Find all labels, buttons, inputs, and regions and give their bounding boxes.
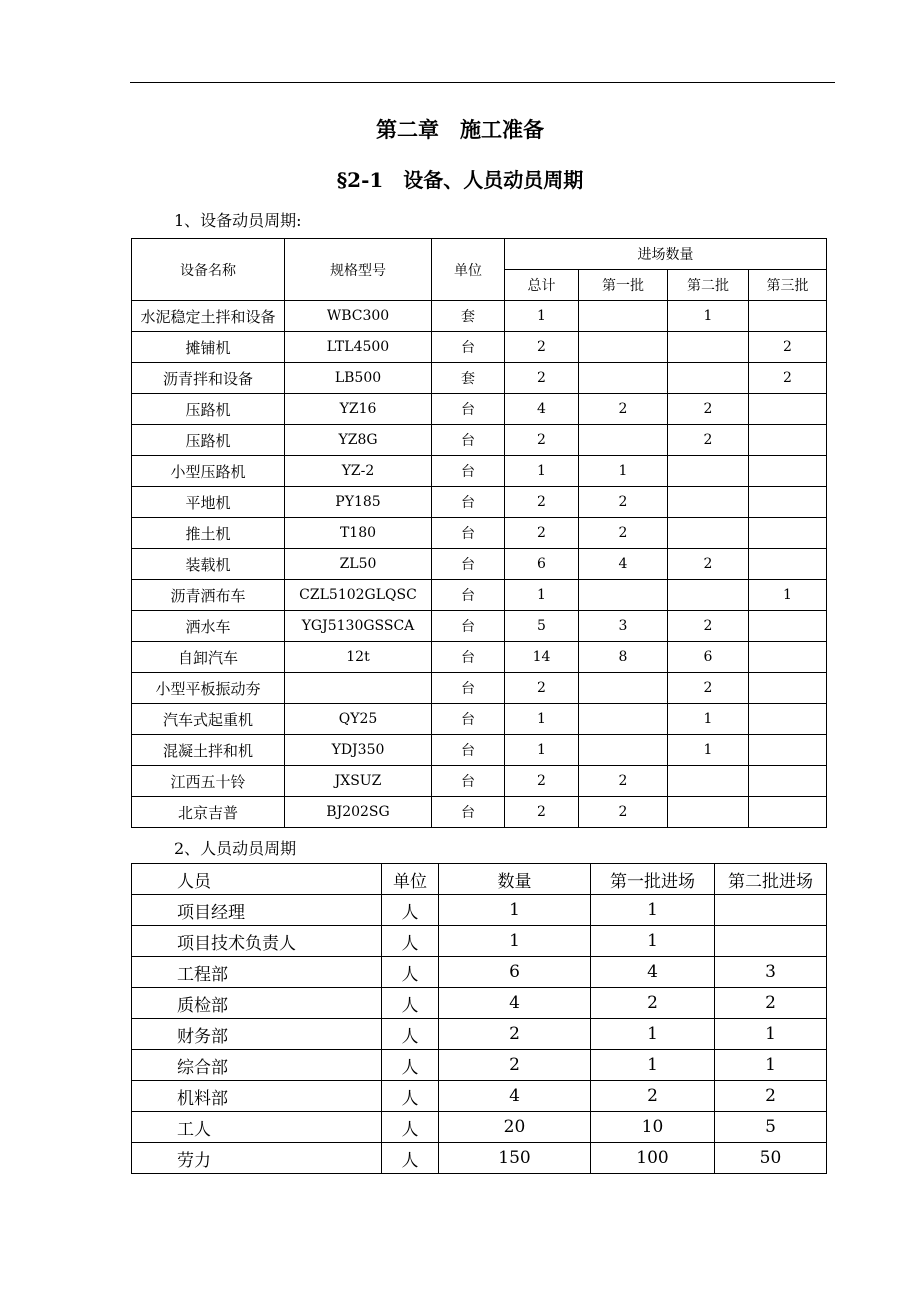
personnel-batch-2-cell: 3 <box>715 957 827 988</box>
equipment-unit-cell: 套 <box>432 301 505 332</box>
personnel-batch-1-cell: 1 <box>591 895 715 926</box>
equipment-batch-1-cell: 4 <box>579 549 668 580</box>
table-row <box>132 301 827 332</box>
equipment-name-cell: 沥青洒布车 <box>132 580 285 611</box>
header-person-batch-2: 第二批进场 <box>715 864 827 895</box>
personnel-unit-cell: 人 <box>382 1143 439 1174</box>
equipment-name-cell: 沥青拌和设备 <box>132 363 285 394</box>
equipment-unit-cell: 台 <box>432 611 505 642</box>
personnel-batch-2-cell <box>715 895 827 926</box>
equipment-model-cell: PY185 <box>285 487 432 518</box>
equipment-batch-3-cell <box>749 797 827 828</box>
table-row <box>132 895 827 926</box>
table-row <box>132 425 827 456</box>
personnel-batch-2-cell <box>715 926 827 957</box>
table-row <box>132 363 827 394</box>
equipment-model-cell: YDJ350 <box>285 735 432 766</box>
equipment-total-cell: 2 <box>505 766 579 797</box>
personnel-unit-cell: 人 <box>382 1112 439 1143</box>
header-quantity-group: 进场数量 <box>505 239 827 270</box>
equipment-batch-1-cell <box>579 363 668 394</box>
equipment-batch-2-cell <box>668 456 749 487</box>
personnel-unit-cell: 人 <box>382 988 439 1019</box>
equipment-batch-3-cell: 1 <box>749 580 827 611</box>
personnel-name-cell: 机料部 <box>132 1081 382 1112</box>
equipment-model-cell: CZL5102GLQSC <box>285 580 432 611</box>
personnel-quantity-cell: 6 <box>439 957 591 988</box>
table-row <box>132 1019 827 1050</box>
equipment-total-cell: 2 <box>505 797 579 828</box>
header-model: 规格型号 <box>285 239 432 301</box>
table-row <box>132 456 827 487</box>
equipment-unit-cell: 套 <box>432 363 505 394</box>
equipment-unit-cell: 台 <box>432 394 505 425</box>
equipment-name-cell: 摊铺机 <box>132 332 285 363</box>
equipment-model-cell: YZ16 <box>285 394 432 425</box>
equipment-unit-cell: 台 <box>432 518 505 549</box>
equipment-total-cell: 2 <box>505 332 579 363</box>
personnel-unit-cell: 人 <box>382 957 439 988</box>
equipment-name-cell: 平地机 <box>132 487 285 518</box>
equipment-batch-1-cell <box>579 301 668 332</box>
equipment-batch-3-cell <box>749 673 827 704</box>
table-row <box>132 957 827 988</box>
equipment-name-cell: 北京吉普 <box>132 797 285 828</box>
personnel-batch-2-cell: 50 <box>715 1143 827 1174</box>
header-rule <box>130 82 835 83</box>
equipment-total-cell: 1 <box>505 704 579 735</box>
equipment-batch-3-cell: 2 <box>749 363 827 394</box>
personnel-batch-2-cell: 1 <box>715 1019 827 1050</box>
table-row <box>132 704 827 735</box>
personnel-quantity-cell: 4 <box>439 988 591 1019</box>
personnel-name-cell: 工人 <box>132 1112 382 1143</box>
equipment-batch-1-cell <box>579 704 668 735</box>
equipment-total-cell: 1 <box>505 456 579 487</box>
personnel-batch-2-cell: 1 <box>715 1050 827 1081</box>
equipment-name-cell: 水泥稳定土拌和设备 <box>132 301 285 332</box>
equipment-batch-2-cell: 2 <box>668 673 749 704</box>
personnel-name-cell: 综合部 <box>132 1050 382 1081</box>
equipment-batch-2-cell: 6 <box>668 642 749 673</box>
equipment-total-cell: 5 <box>505 611 579 642</box>
equipment-batch-1-cell: 3 <box>579 611 668 642</box>
header-total: 总计 <box>505 270 579 301</box>
equipment-batch-3-cell <box>749 549 827 580</box>
equipment-unit-cell: 台 <box>432 642 505 673</box>
equipment-model-cell: 12t <box>285 642 432 673</box>
equipment-total-cell: 1 <box>505 735 579 766</box>
personnel-quantity-cell: 2 <box>439 1019 591 1050</box>
personnel-quantity-cell: 1 <box>439 895 591 926</box>
chapter-title: 第二章 施工准备 <box>376 117 544 142</box>
equipment-name-cell: 洒水车 <box>132 611 285 642</box>
equipment-name-cell: 装载机 <box>132 549 285 580</box>
equipment-batch-1-cell: 2 <box>579 487 668 518</box>
equipment-batch-1-cell: 2 <box>579 797 668 828</box>
equipment-batch-3-cell <box>749 611 827 642</box>
equipment-total-cell: 6 <box>505 549 579 580</box>
table-row <box>132 394 827 425</box>
equipment-unit-cell: 台 <box>432 704 505 735</box>
equipment-name-cell: 混凝土拌和机 <box>132 735 285 766</box>
table-row <box>132 926 827 957</box>
equipment-total-cell: 2 <box>505 518 579 549</box>
equipment-model-cell: LTL4500 <box>285 332 432 363</box>
table-row <box>132 1081 827 1112</box>
equipment-name-cell: 江西五十铃 <box>132 766 285 797</box>
equipment-batch-2-cell: 2 <box>668 549 749 580</box>
equipment-total-cell: 1 <box>505 580 579 611</box>
personnel-batch-2-cell: 2 <box>715 988 827 1019</box>
equipment-name-cell: 推土机 <box>132 518 285 549</box>
header-person: 人员 <box>132 864 382 895</box>
equipment-batch-2-cell: 1 <box>668 704 749 735</box>
personnel-quantity-cell: 150 <box>439 1143 591 1174</box>
equipment-name-cell: 小型压路机 <box>132 456 285 487</box>
personnel-unit-cell: 人 <box>382 1019 439 1050</box>
table-row <box>132 673 827 704</box>
personnel-name-cell: 质检部 <box>132 988 382 1019</box>
equipment-model-cell: QY25 <box>285 704 432 735</box>
equipment-model-cell: YZ8G <box>285 425 432 456</box>
equipment-batch-1-cell: 2 <box>579 766 668 797</box>
equipment-batch-1-cell: 8 <box>579 642 668 673</box>
header-equipment-name: 设备名称 <box>132 239 285 301</box>
equipment-name-cell: 压路机 <box>132 425 285 456</box>
personnel-batch-1-cell: 2 <box>591 988 715 1019</box>
equipment-unit-cell: 台 <box>432 549 505 580</box>
personnel-unit-cell: 人 <box>382 895 439 926</box>
personnel-unit-cell: 人 <box>382 1050 439 1081</box>
personnel-batch-1-cell: 1 <box>591 1050 715 1081</box>
equipment-batch-3-cell <box>749 394 827 425</box>
personnel-batch-1-cell: 4 <box>591 957 715 988</box>
equipment-unit-cell: 台 <box>432 487 505 518</box>
equipment-name-cell: 汽车式起重机 <box>132 704 285 735</box>
personnel-batch-1-cell: 1 <box>591 1019 715 1050</box>
table-row <box>132 735 827 766</box>
equipment-total-cell: 2 <box>505 673 579 704</box>
equipment-name-cell: 小型平板振动夯 <box>132 673 285 704</box>
personnel-quantity-cell: 4 <box>439 1081 591 1112</box>
table-row <box>132 766 827 797</box>
equipment-batch-2-cell <box>668 797 749 828</box>
header-batch-1: 第一批 <box>579 270 668 301</box>
equipment-batch-2-cell <box>668 580 749 611</box>
personnel-unit-cell: 人 <box>382 1081 439 1112</box>
equipment-batch-1-cell <box>579 580 668 611</box>
table-row <box>132 518 827 549</box>
table-row <box>132 580 827 611</box>
equipment-batch-2-cell <box>668 332 749 363</box>
equipment-unit-cell: 台 <box>432 797 505 828</box>
equipment-table <box>131 238 827 828</box>
equipment-model-cell: JXSUZ <box>285 766 432 797</box>
personnel-quantity-cell: 20 <box>439 1112 591 1143</box>
equipment-unit-cell: 台 <box>432 332 505 363</box>
table-row <box>132 797 827 828</box>
table-row <box>132 549 827 580</box>
table-row <box>132 988 827 1019</box>
header-batch-3: 第三批 <box>749 270 827 301</box>
equipment-name-cell: 压路机 <box>132 394 285 425</box>
equipment-model-cell: YZ-2 <box>285 456 432 487</box>
equipment-batch-1-cell <box>579 673 668 704</box>
equipment-batch-3-cell <box>749 704 827 735</box>
header-person-unit: 单位 <box>382 864 439 895</box>
equipment-unit-cell: 台 <box>432 766 505 797</box>
personnel-batch-2-cell: 5 <box>715 1112 827 1143</box>
equipment-total-cell: 14 <box>505 642 579 673</box>
equipment-total-cell: 2 <box>505 363 579 394</box>
equipment-batch-1-cell: 1 <box>579 456 668 487</box>
equipment-unit-cell: 台 <box>432 580 505 611</box>
table-row <box>132 487 827 518</box>
equipment-batch-2-cell: 2 <box>668 394 749 425</box>
personnel-name-cell: 劳力 <box>132 1143 382 1174</box>
equipment-batch-3-cell <box>749 487 827 518</box>
equipment-model-cell: YGJ5130GSSCA <box>285 611 432 642</box>
personnel-name-cell: 工程部 <box>132 957 382 988</box>
personnel-name-cell: 项目技术负责人 <box>132 926 382 957</box>
personnel-name-cell: 项目经理 <box>132 895 382 926</box>
table-row <box>132 642 827 673</box>
personnel-batch-2-cell: 2 <box>715 1081 827 1112</box>
equipment-batch-2-cell: 1 <box>668 735 749 766</box>
equipment-batch-1-cell: 2 <box>579 518 668 549</box>
equipment-batch-3-cell <box>749 766 827 797</box>
section-title: §2-1 设备、人员动员周期 <box>336 168 584 192</box>
personnel-unit-cell: 人 <box>382 926 439 957</box>
table-row <box>132 1143 827 1174</box>
equipment-batch-2-cell <box>668 518 749 549</box>
personnel-batch-1-cell: 100 <box>591 1143 715 1174</box>
equipment-batch-2-cell <box>668 766 749 797</box>
equipment-batch-2-cell: 1 <box>668 301 749 332</box>
equipment-batch-2-cell: 2 <box>668 611 749 642</box>
equipment-batch-2-cell <box>668 487 749 518</box>
equipment-model-cell: BJ202SG <box>285 797 432 828</box>
table-row <box>132 1050 827 1081</box>
personnel-name-cell: 财务部 <box>132 1019 382 1050</box>
personnel-quantity-cell: 1 <box>439 926 591 957</box>
equipment-total-cell: 4 <box>505 394 579 425</box>
header-person-quantity: 数量 <box>439 864 591 895</box>
header-batch-2: 第二批 <box>668 270 749 301</box>
equipment-model-cell <box>285 673 432 704</box>
equipment-batch-3-cell: 2 <box>749 332 827 363</box>
equipment-batch-2-cell: 2 <box>668 425 749 456</box>
personnel-heading: 2、人员动员周期 <box>174 839 297 858</box>
header-unit: 单位 <box>432 239 505 301</box>
equipment-unit-cell: 台 <box>432 425 505 456</box>
equipment-total-cell: 2 <box>505 487 579 518</box>
equipment-total-cell: 2 <box>505 425 579 456</box>
personnel-table <box>131 863 827 1174</box>
equipment-batch-1-cell: 2 <box>579 394 668 425</box>
equipment-name-cell: 自卸汽车 <box>132 642 285 673</box>
table-row <box>132 611 827 642</box>
equipment-batch-3-cell <box>749 518 827 549</box>
equipment-batch-1-cell <box>579 332 668 363</box>
equipment-model-cell: WBC300 <box>285 301 432 332</box>
personnel-batch-1-cell: 10 <box>591 1112 715 1143</box>
personnel-batch-1-cell: 1 <box>591 926 715 957</box>
equipment-model-cell: LB500 <box>285 363 432 394</box>
equipment-batch-3-cell <box>749 456 827 487</box>
equipment-model-cell: T180 <box>285 518 432 549</box>
equipment-batch-1-cell <box>579 735 668 766</box>
personnel-quantity-cell: 2 <box>439 1050 591 1081</box>
equipment-batch-3-cell <box>749 425 827 456</box>
equipment-unit-cell: 台 <box>432 735 505 766</box>
equipment-unit-cell: 台 <box>432 456 505 487</box>
header-person-batch-1: 第一批进场 <box>591 864 715 895</box>
equipment-total-cell: 1 <box>505 301 579 332</box>
table-row <box>132 1112 827 1143</box>
equipment-model-cell: ZL50 <box>285 549 432 580</box>
equipment-batch-1-cell <box>579 425 668 456</box>
equipment-batch-2-cell <box>668 363 749 394</box>
personnel-batch-1-cell: 2 <box>591 1081 715 1112</box>
equipment-batch-3-cell <box>749 735 827 766</box>
equipment-heading: 1、设备动员周期: <box>174 211 302 230</box>
equipment-batch-3-cell <box>749 301 827 332</box>
table-row <box>132 332 827 363</box>
equipment-batch-3-cell <box>749 642 827 673</box>
equipment-unit-cell: 台 <box>432 673 505 704</box>
